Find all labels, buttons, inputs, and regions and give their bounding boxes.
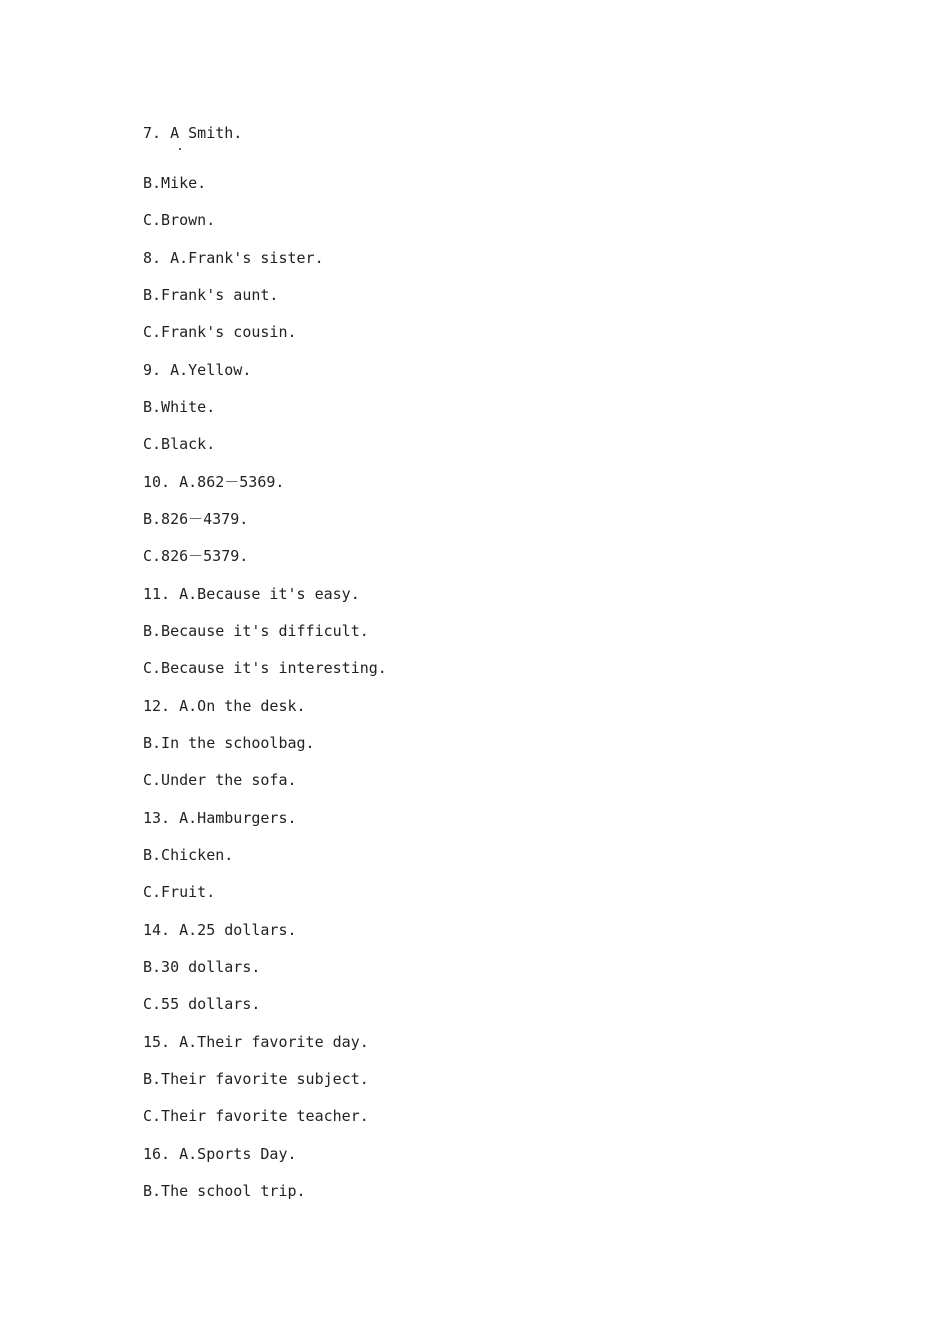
- q14-option-b: B.30 dollars.: [143, 958, 261, 976]
- q11-option-c: C.Because it's interesting.: [143, 659, 387, 677]
- q9-option-b: B.White.: [143, 398, 216, 416]
- q7-option-b: B.Mike.: [143, 174, 207, 192]
- q15-option-b: B.Their favorite subject.: [143, 1070, 369, 1088]
- q11-option-b: B.Because it's difficult.: [143, 622, 369, 640]
- q8-option-a: 8. A.Frank's sister.: [143, 249, 324, 267]
- q14-option-a: 14. A.25 dollars.: [143, 921, 297, 939]
- q8-option-c: C.Frank's cousin.: [143, 323, 297, 341]
- q7-option-a: 7. A Smith.: [143, 124, 243, 142]
- q12-option-b: B.In the schoolbag.: [143, 734, 315, 752]
- q7-option-c: C.Brown.: [143, 211, 216, 229]
- q13-option-a: 13. A.Hamburgers.: [143, 809, 297, 827]
- q12-option-a: 12. A.On the desk.: [143, 697, 306, 715]
- q16-option-a: 16. A.Sports Day.: [143, 1145, 297, 1163]
- q13-option-c: C.Fruit.: [143, 883, 216, 901]
- q10-option-b: B.826－4379.: [143, 510, 249, 528]
- q15-option-c: C.Their favorite teacher.: [143, 1107, 369, 1125]
- emphasis-dot: [179, 148, 181, 150]
- q12-option-c: C.Under the sofa.: [143, 771, 297, 789]
- q10-option-a: 10. A.862－5369.: [143, 473, 285, 491]
- q11-option-a: 11. A.Because it's easy.: [143, 585, 360, 603]
- q13-option-b: B.Chicken.: [143, 846, 234, 864]
- q15-option-a: 15. A.Their favorite day.: [143, 1033, 369, 1051]
- q10-option-c: C.826－5379.: [143, 547, 249, 565]
- q9-option-c: C.Black.: [143, 435, 216, 453]
- q14-option-c: C.55 dollars.: [143, 995, 261, 1013]
- q8-option-b: B.Frank's aunt.: [143, 286, 279, 304]
- q9-option-a: 9. A.Yellow.: [143, 361, 252, 379]
- q16-option-b: B.The school trip.: [143, 1182, 306, 1200]
